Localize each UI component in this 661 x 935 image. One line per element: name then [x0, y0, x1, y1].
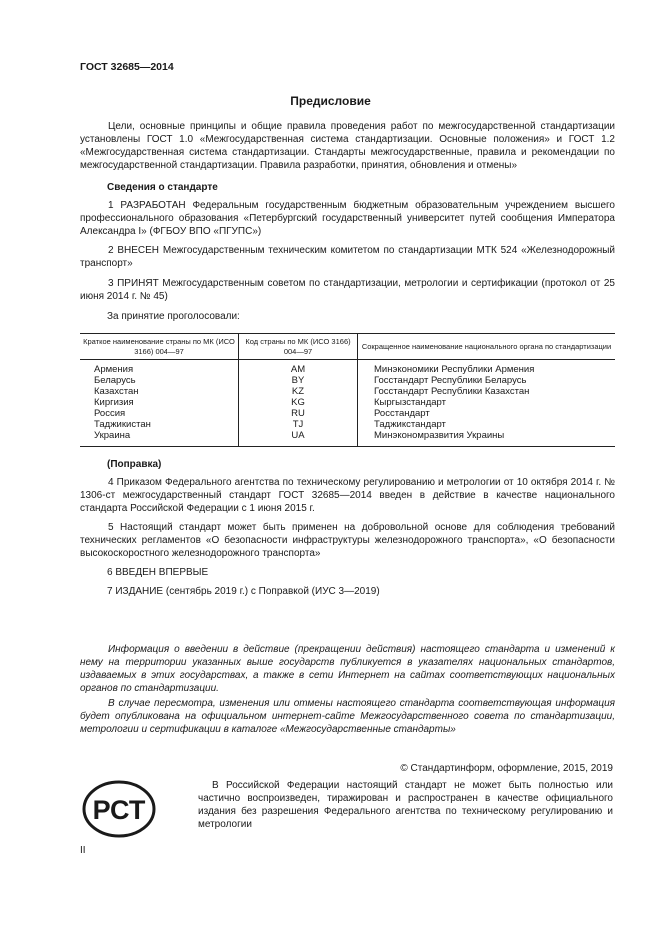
item-3-paragraph: 3 ПРИНЯТ Межгосударственным советом по стандартизации, метрологии и сертификации (протокол от 25 июня 2014 г. № 45): [80, 278, 615, 302]
item-4-paragraph: 4 Приказом Федерального агентства по техническому регулированию и метрологии от 10 октября 2014 г. № 1306-ст межгосударственный стандарт ГОСТ 32685—2014 введен в действие в качестве национального стандарта Российской Федерации с 1 июня 2015 г.: [80, 477, 615, 514]
item-6-paragraph: 6 ВВЕДЕН ВПЕРВЫЕ: [107, 567, 209, 578]
table-row: [80, 397, 615, 408]
notice-paragraph-1: Информация о введении в действие (прекращении действия) настоящего стандарта и изменений к нему на территории указанных выше государств публикуется в указателях национальных стандартов, издаваемых в этих государствах, а также в сети Интернет на сайтах соответствующих национальных органов по стандартизации.: [80, 644, 615, 694]
notice-paragraph-2: В случае пересмотра, изменения или отмены настоящего стандарта соответствующая информация будет опубликована на официальном интернет-сайте Межгосударственного совета по стандартизации, метрологии и сертификации в каталоге «Межгосударственные стандарты»: [80, 698, 615, 735]
table-header-row: [80, 334, 615, 360]
country-name: Армения: [94, 364, 134, 375]
country-name: Беларусь: [94, 375, 136, 386]
rst-logo-lettering: РСТ: [92, 795, 146, 825]
standards-body: Госстандарт Республики Казахстан: [358, 386, 616, 397]
table-row: [80, 419, 615, 430]
standards-body: Кыргызстандарт: [358, 397, 616, 408]
item-7-paragraph: 7 ИЗДАНИЕ (сентябрь 2019 г.) с Поправкой (ИУС 3—2019): [107, 586, 380, 597]
country-code: RU: [239, 408, 358, 419]
item-5-paragraph: 5 Настоящий стандарт может быть применен на добровольной основе для соблюдения требований технических регламентов «О безопасности инфраструктуры железнодорожного транспорта», «О безопасности высокоскоростного железнодорожного транспорта»: [80, 522, 615, 559]
rst-logo-icon: [80, 779, 158, 839]
country-code: AM: [239, 360, 358, 376]
country-name: Украина: [80, 430, 239, 447]
table-row: [80, 408, 615, 419]
country-code: TJ: [239, 419, 358, 430]
table-header-country: Краткое наименование страны по МК (ИСО 3166) 004—97: [80, 334, 239, 360]
standards-body: Росстандарт: [358, 408, 616, 419]
table-header-code: Код страны по МК (ИСО 3166) 004—97: [239, 334, 358, 360]
standards-body: Минэкономики Республики Армения: [358, 360, 616, 376]
country-code: BY: [239, 375, 358, 386]
table-row: [80, 386, 615, 397]
standards-body: Госстандарт Республики Беларусь: [358, 375, 616, 386]
intro-paragraph: Цели, основные принципы и общие правила проведения работ по межгосударственной стандартизации установлены ГОСТ 1.0 «Межгосударственная система стандартизации. Основные положения» и ГОСТ 1.2 «Межгосударственная система стандартизации. Стандарты межгосударственные, правила и рекомендации по межгосударственной стандартизации. Правила разработки, принятия, обновления и отмены»: [80, 121, 615, 171]
page-title: Предисловие: [290, 94, 371, 108]
item-1-paragraph: 1 РАЗРАБОТАН Федеральным государственным бюджетным образовательным учреждением высшего профессионального образования «Петербургский государственный университет путей сообщения Императора Александра I» (ФГБОУ ВПО «ПГУПС»): [80, 200, 615, 237]
table-header-body: Сокращенное наименование национального органа по стандартизации: [358, 334, 616, 360]
info-heading: Сведения о стандарте: [107, 182, 218, 193]
voting-states-table: [80, 333, 615, 447]
country-name: Казахстан: [94, 386, 139, 397]
standards-body: Таджикстандарт: [358, 419, 616, 430]
country-code: UA: [239, 430, 358, 447]
table-row: [80, 375, 615, 386]
country-code: KZ: [239, 386, 358, 397]
item-2-paragraph: 2 ВНЕСЕН Межгосударственным техническим комитетом по стандартизации МТК 524 «Железнодорожный транспорт»: [80, 245, 615, 269]
country-code: KG: [239, 397, 358, 408]
page-number: II: [80, 845, 86, 856]
country-name: Киргизия: [94, 397, 134, 408]
document-id: ГОСТ 32685—2014: [80, 61, 174, 73]
voted-label: За принятие проголосовали:: [107, 311, 240, 322]
table-row: [80, 360, 615, 376]
country-name: Таджикистан: [94, 419, 151, 430]
rst-logo: [80, 779, 158, 844]
table-row: [80, 430, 615, 447]
amendment-label: (Поправка): [107, 459, 162, 470]
copyright-line: © Стандартинформ, оформление, 2015, 2019: [400, 763, 613, 774]
standards-body: Минэкономразвития Украины: [358, 430, 616, 447]
reproduction-notice: В Российской Федерации настоящий стандарт не может быть полностью или частично воспроизведен, тиражирован и распространен в качестве официального издания без разрешения Федерального агентства по техническому регулированию и метрологии: [198, 780, 613, 830]
country-name: Россия: [94, 408, 126, 419]
